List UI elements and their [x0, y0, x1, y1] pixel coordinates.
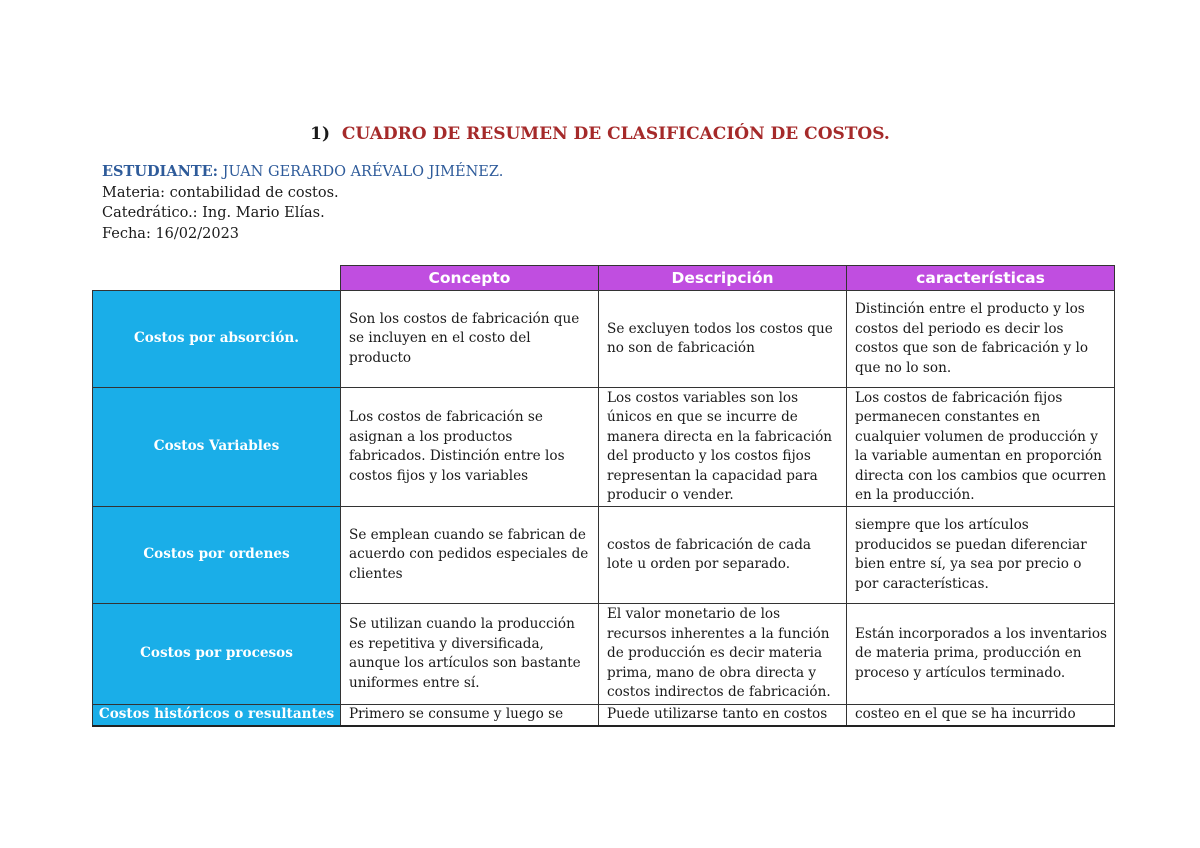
row-title: Costos por absorción.: [93, 291, 341, 388]
descripcion-cell: Los costos variables son los únicos en que se incurre de manera directa en la fabricación del producto y los costos fijos representan la capacidad para producir o vender.: [599, 388, 847, 507]
caracteristicas-cell: siempre que los artículos producidos se puedan diferenciar bien entre sí, ya sea por precio o por características.: [847, 507, 1115, 604]
row-title: Costos Variables: [93, 388, 341, 507]
row-title: Costos históricos o resultantes: [93, 705, 341, 727]
caracteristicas-cell: costeo en el que se ha incurrido: [847, 705, 1115, 727]
cost-classification-table: [92, 265, 1115, 727]
caracteristicas-cell: Los costos de fabricación fijos permanecen constantes en cualquier volumen de producción y la variable aumentan en proporción directa con los cambios que ocurren en la producción.: [847, 388, 1115, 507]
table-row: [93, 507, 1115, 604]
page-title: [0, 124, 1200, 144]
concepto-cell: Los costos de fabricación se asignan a los productos fabricados. Distinción entre los costos fijos y los variables: [341, 388, 599, 507]
row-title: Costos por procesos: [93, 604, 341, 705]
concepto-cell: Se emplean cuando se fabrican de acuerdo con pedidos especiales de clientes: [341, 507, 599, 604]
caracteristicas-cell: Están incorporados a los inventarios de materia prima, producción en proceso y artículos terminado.: [847, 604, 1115, 705]
descripcion-cell: Se excluyen todos los costos que no son de fabricación: [599, 291, 847, 388]
caracteristicas-cell: Distinción entre el producto y los costos del periodo es decir los costos que son de fabricación y lo que no lo son.: [847, 291, 1115, 388]
concepto-cell: Son los costos de fabricación que se incluyen en el costo del producto: [341, 291, 599, 388]
table-row: [93, 705, 1115, 727]
subject-line: Materia: contabilidad de costos.: [102, 184, 339, 201]
table-row: [93, 604, 1115, 705]
professor-line: Catedrático.: Ing. Mario Elías.: [102, 205, 325, 221]
concepto-cell: Primero se consume y luego se: [341, 705, 599, 727]
row-title: Costos por ordenes: [93, 507, 341, 604]
descripcion-cell: Puede utilizarse tanto en costos: [599, 705, 847, 727]
descripcion-cell: costos de fabricación de cada lote u orden por separado.: [599, 507, 847, 604]
descripcion-cell: El valor monetario de los recursos inherentes a la función de producción es decir materia prima, mano de obra directa y costos indirectos de fabricación.: [599, 604, 847, 705]
header-blank-cell: [93, 266, 341, 291]
table-header-row: [93, 266, 1115, 291]
title-text: CUADRO DE RESUMEN DE CLASIFICACIÓN DE COSTOS.: [341, 124, 890, 144]
table-row: [93, 291, 1115, 388]
concepto-cell: Se utilizan cuando la producción es repetitiva y diversificada, aunque los artículos son bastante uniformes entre sí.: [341, 604, 599, 705]
title-number: 1): [310, 124, 331, 144]
student-info: [102, 162, 503, 244]
header-caracteristicas: características: [847, 266, 1115, 291]
header-concepto: Concepto: [341, 266, 599, 291]
header-descripcion: Descripción: [599, 266, 847, 291]
student-name: JUAN GERARDO ARÉVALO JIMÉNEZ.: [222, 164, 504, 180]
student-label: ESTUDIANTE:: [102, 163, 219, 180]
student-line: [102, 162, 503, 183]
date-line: Fecha: 16/02/2023: [102, 225, 240, 242]
table-row: [93, 388, 1115, 507]
